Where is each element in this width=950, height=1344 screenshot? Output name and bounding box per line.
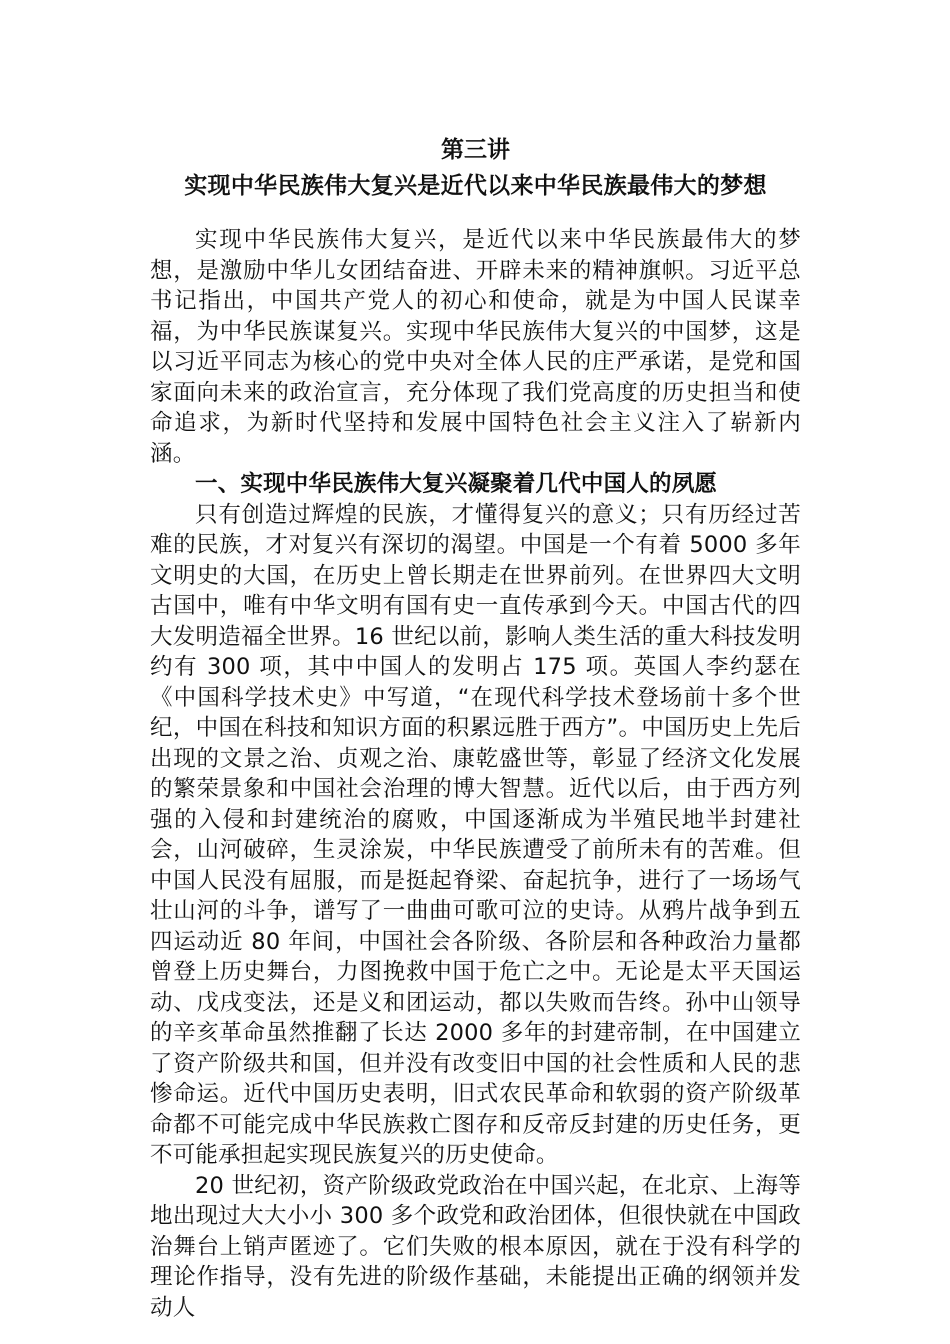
intro-paragraph: 实现中华民族伟大复兴，是近代以来中华民族最伟大的梦想，是激励中华儿女团结奋进、开辟未来的精神旗帜。习近平总书记指出，中国共产党人的初心和使命，就是为中国人民谋幸福，为中华民族谋复兴。实现中华民族伟大复兴的中国梦，这是以习近平同志为核心的党中央对全体人民的庄严承诺，是党和国家面向未来的政治宣言，充分体现了我们党高度的历史担当和使命追求，为新时代坚持和发展中国特色社会主义注入了崭新内涵。 xyxy=(150,227,801,467)
document-page xyxy=(150,133,801,1323)
body-paragraph: 只有创造过辉煌的民族，才懂得复兴的意义；只有历经过苦难的民族，才对复兴有深切的渴望。中国是一个有着 5000 多年文明史的大国，在历史上曾长期走在世界前列。在世界四大文明古国中，唯有中华文明有国有史一直传承到今天。中国古代的四大发明造福全世界。16 世纪以前，影响人类生活的重大科技发明约有 300 项，其中中国人的发明占 175 项。英国人李约瑟在《中国科学技术史》中写道，“在现代科学技术登场前十多个世纪，中国在科技和知识方面的积累远胜于西方”。中国历史上先后出现的文景之治、贞观之治、康乾盛世等，彰显了经济文化发展的繁荣景象和中国社会治理的博大智慧。近代以后，由于西方列强的入侵和封建统治的腐败，中国逐渐成为半殖民地半封建社会，山河破碎，生灵涂炭，中华民族遭受了前所未有的苦难。但中国人民没有屈服，而是挺起脊梁、奋起抗争，进行了一场场气壮山河的斗争，谱写了一曲曲可歌可泣的史诗。从鸦片战争到五四运动近 80 年间，中国社会各阶级、各阶层和各种政治力量都曾登上历史舞台，力图挽救中国于危亡之中。无论是太平天国运动、戊戌变法，还是义和团运动，都以失败而告终。孙中山领导的辛亥革命虽然推翻了长达 2000 多年的封建帝制，在中国建立了资产阶级共和国，但并没有改变旧中国的社会性质和人民的悲惨命运。近代中国历史表明，旧式农民革命和软弱的资产阶级革命都不可能完成中华民族救亡图存和反帝反封建的历史任务，更不可能承担起实现民族复兴的历史使命。 xyxy=(150,501,801,1168)
title-block xyxy=(150,133,801,203)
document-body xyxy=(150,225,801,1323)
section-heading: 一、实现中华民族伟大复兴凝聚着几代中国人的夙愿 xyxy=(195,471,718,497)
lecture-title: 实现中华民族伟大复兴是近代以来中华民族最伟大的梦想 xyxy=(184,173,767,199)
body-paragraph: 20 世纪初，资产阶级政党政治在中国兴起，在北京、上海等地出现过大大小小 300 多个政党和政治团体，但很快就在中国政治舞台上销声匿迹了。它们失败的根本原因，就在于没有科学的理论作指导，没有先进的阶级作基础，未能提出正确的纲领并发动人 xyxy=(150,1172,801,1321)
lecture-number: 第三讲 xyxy=(441,137,510,163)
